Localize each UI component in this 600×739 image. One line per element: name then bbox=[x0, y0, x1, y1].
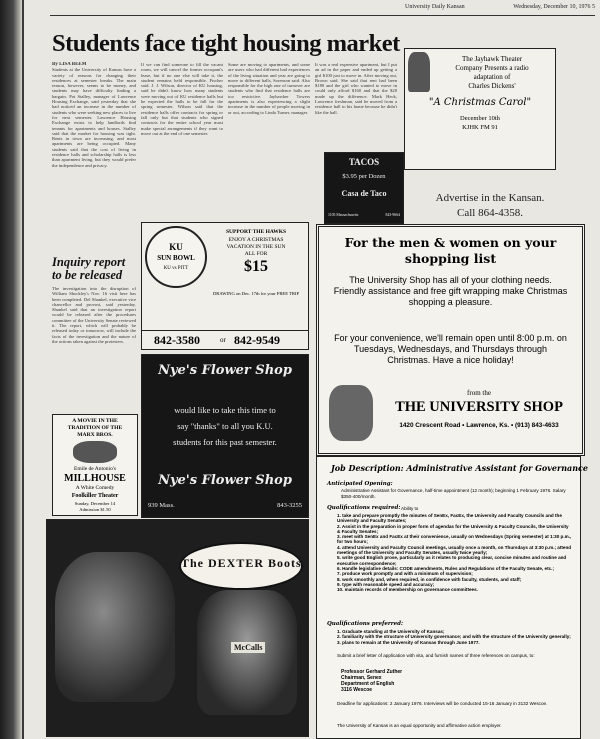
theater-line-1: The Jayhawk Theater bbox=[461, 55, 523, 63]
nyes-line-3: students for this past semester. bbox=[173, 437, 277, 447]
nyes-flower-shop-ad bbox=[141, 354, 309, 518]
story-column-1 bbox=[52, 62, 136, 252]
job-duty-item: 7. produce work promptly and with a minimum of supervision; bbox=[337, 571, 473, 577]
advertise-line-1: Advertise in the Kansan. bbox=[435, 192, 545, 204]
univ-from: from the bbox=[467, 389, 491, 397]
hawks-phone-2: 842-9549 bbox=[234, 333, 280, 347]
university-shop-ad bbox=[316, 224, 585, 456]
univ-name: THE UNIVERSITY SHOP bbox=[395, 399, 563, 415]
job-submit: Submit a brief letter of application with vita, and furnish names of three references on campus, to: bbox=[337, 653, 535, 658]
univ-paragraph-2: For your convenience, we'll remain open until 8:00 p.m. on Tuesdays, Wednesdays, and Thursdays through Christmas. Have a nice holiday! bbox=[334, 333, 567, 365]
tacos-title: TACOS bbox=[348, 157, 380, 167]
marx-admission: Admission $1.50 bbox=[79, 507, 111, 512]
job-duty-item: 6. Handle legislative details: CODE amendments, Rules and Regulations of the Faculty Senate, etc.; bbox=[337, 565, 554, 571]
marx-line-4: Emile de Antonio's bbox=[74, 466, 116, 472]
story-byline: By LISA BEEM bbox=[52, 62, 87, 67]
job-qualifications-intro: Ability to bbox=[401, 506, 419, 511]
job-duty-item: 2. Assist in the preparation in proper form of agendas for the University & Faculty Councils, the University & Faculty Senates; bbox=[337, 523, 569, 534]
hawks-or: or bbox=[220, 336, 226, 344]
theater-line-3: adaptation of bbox=[473, 73, 511, 81]
header-rule bbox=[50, 15, 595, 16]
nyes-address: 939 Mass. bbox=[148, 502, 175, 509]
dexter-logo bbox=[179, 542, 303, 590]
story-column-3: Some are moving to apartments, and some are users who had different bad experiences of the living situation and year are going to move to different halls, Sorenson said. Also responsible for the high rate of turnover are students who find that residence halls are too restrictive. Jayhawker Towers apartments is also experiencing a slight increase in the number of people moving in or out, according to Linda Turner, manager. bbox=[228, 62, 310, 115]
main-headline: Students face tight housing market bbox=[52, 30, 400, 57]
job-contact-line: 3116 Wescoe bbox=[341, 687, 373, 693]
christmas-carol-ad bbox=[404, 48, 556, 170]
job-contact-line: Chairman, Senex bbox=[341, 675, 382, 681]
hawks-line3: VACATION IN THE SUN bbox=[226, 244, 286, 250]
hawks-line4: ALL FOR bbox=[244, 251, 268, 257]
univ-santa-illustration bbox=[329, 385, 373, 441]
job-duty-item: 3. meet with SenEx and FacEx at their convenience, usually on Wednesdays (Spring semester) at 1:30 p.m., for two hours; bbox=[337, 534, 572, 545]
story-column-2: If we can find someone to fill the vacant room, we will cancel the former occupant's lease, but if no one else will take it, the student remains held responsible, Fischer said. J. J. Wilson, director of KU housing, said he didn't know how many students were moving out of KU residence halls but he expected the halls to be full for the spring semester. Wilson said that the residence halls offer contracts for spring or fall only but that students who signed contracts for the entire school year must make special arrangements if they want to move out at the end of one semester. bbox=[141, 62, 223, 136]
job-preferred-item: 2. familiarity with the structure of University governance; and with the structure of the University generally; bbox=[337, 634, 571, 640]
dexter-store: McCalls bbox=[231, 642, 265, 653]
job-preferred-item: 1. Graduate standing at the University of Kansas; bbox=[337, 629, 445, 634]
millhouse-movie-ad bbox=[52, 414, 138, 516]
nyes-line-2: say "thanks" to all you K.U. bbox=[177, 421, 273, 431]
theater-figure bbox=[408, 52, 430, 92]
job-anticipated: Administrative Assistant for Governance, half-time appointment (12 month); beginning 1 February 1976. Salary $350-400/month. bbox=[341, 488, 566, 499]
theater-station: KJHK FM 91 bbox=[462, 124, 498, 131]
header-center: University Daily Kansan bbox=[405, 4, 465, 10]
job-title: Job Description: Administrative Assistant for Governance bbox=[331, 463, 588, 473]
job-preferred-item: 3. plans to remain at the University of Kansas through June 1977. bbox=[337, 639, 480, 645]
marx-title: MILLHOUSE bbox=[64, 473, 126, 484]
job-anticipated-label: Anticipated Opening: bbox=[327, 481, 393, 487]
job-duty-item: 4. attend University and Faculty Council meetings, usually once a month, on Thursdays at 3:30 p.m.; attend meetings of the University and Faculty Senates, usually twice yearly; bbox=[337, 544, 572, 556]
univ-heading: For the men & women on your shopping list bbox=[344, 235, 557, 266]
hawks-phones bbox=[142, 330, 308, 349]
tacos-address: 1105 Massachusetts bbox=[328, 213, 359, 217]
marx-portrait bbox=[73, 441, 117, 463]
marx-line-1: A MOVIE IN THE bbox=[72, 418, 118, 424]
logo-sun-bowl: SUN BOWL bbox=[157, 254, 195, 262]
job-duty-item: 8. work smoothly and, when required, in confidence with faculty, students, and staff; bbox=[337, 576, 522, 582]
hawks-phone-1: 842-3580 bbox=[154, 333, 200, 347]
story-column-4: It was a real expensive apartment, but I put an ad in the paper and ended up getting a girl $100 just to move in. After moving out, Brown said. She said that rent had been $180 and the girl who wanted to move in could only afford $160 and that the $20 made up the difference. Mark Heck, Lawrence freshman, said he moved from a residence hall to his home because he didn't like the hall. bbox=[315, 62, 397, 115]
tacos-name: Casa de Taco bbox=[341, 189, 387, 198]
logo-matchup: KU vs PITT bbox=[163, 266, 189, 271]
hawks-line2: ENJOY A CHRISTMAS bbox=[228, 237, 284, 243]
job-preferred-label: Qualifications preferred: bbox=[327, 621, 404, 627]
casa-de-taco-ad bbox=[324, 152, 404, 224]
theater-title: "A Christmas Carol" bbox=[428, 97, 532, 108]
job-contact-line: Professor Gerhard Zuther bbox=[341, 669, 403, 675]
dexter-brand: The DEXTER Boots bbox=[181, 556, 302, 570]
hawks-price: $15 bbox=[244, 258, 268, 275]
dexter-boots-ad bbox=[46, 519, 309, 737]
sun-bowl-logo bbox=[145, 226, 207, 288]
logo-ku: KU bbox=[169, 242, 183, 252]
tacos-phone: 843-9664 bbox=[385, 213, 400, 217]
marx-theater: Foolkiller Theater bbox=[71, 493, 119, 499]
nyes-line-1: would like to take this time to bbox=[174, 405, 276, 415]
theater-line-4: Charles Dickens' bbox=[468, 82, 516, 90]
job-duty-item: 9. type with reasonable speed and accuracy; bbox=[337, 581, 435, 587]
univ-address: 1420 Crescent Road • Lawrence, Ks. • (913) 843-4633 bbox=[399, 422, 559, 429]
theater-line-2: Company Presents a radio bbox=[455, 64, 529, 72]
marx-line-2: TRADITION OF THE bbox=[67, 425, 123, 431]
job-duty-item: 10. maintain records of membership on governance committees. bbox=[337, 587, 478, 593]
job-deadline: Deadline for applications: 2 January 1976. Interviews will be conducted 15-16 January in 3132 Wescoe. bbox=[337, 701, 548, 706]
job-qualifications-label: Qualifications required: bbox=[327, 505, 401, 511]
story-body: Students at the University of Kansas have a variety of reasons for changing their residences at semester breaks. The main reason, however, seems to be money, and students may have difficulty finding a bargain. Pat Stalley, manager of Lawrence Housing Exchange, said yesterday that she had noticed an increase in the number of students who were seeking new places to live for next semester. Lawrence Housing Exchange exists to help landlords find tenants for apartments and houses. Stalley said that the market for housing was tight. Rents in town are increasing, and most apartments are being occupied. Many students said that the cost of living in residence halls and scholarship halls is less than apartment living, but they would prefer the independence and privacy. bbox=[52, 67, 136, 168]
page-header bbox=[50, 4, 595, 14]
job-contact bbox=[341, 669, 541, 693]
nyes-phone: 843-3255 bbox=[277, 502, 302, 509]
marx-date: Sunday, December 14 bbox=[74, 501, 116, 506]
job-preferred-list bbox=[337, 629, 573, 645]
job-duty-item: 5. write good English prose, particularly as it relates to producing clear, concise minutes and routine and executive correspondence; bbox=[337, 555, 567, 566]
hawks-top: SUPPORT THE HAWKS bbox=[225, 229, 287, 235]
adjacent-page-edge bbox=[0, 0, 22, 739]
marx-line-6: A White Comedy bbox=[75, 485, 115, 491]
inquiry-body: The investigation into the disruption of William Shockley's Nov. 16 visit here has been completed. Del Shankel, executive vice chancellor and provost, said yesterday. Shankel said that an investigation report would be released after the procedures committee of the University Senate reviewed it. The report, which will probably be released today or tomorrow, will include the facts of the investigation and the nature of the actions taken against the protesters. bbox=[52, 286, 136, 344]
marx-line-3: MARX BROS. bbox=[77, 432, 113, 438]
theater-date: December 10th bbox=[460, 115, 500, 122]
job-description-ad bbox=[316, 456, 588, 739]
nyes-title-2: Nye's Flower Shop bbox=[158, 473, 292, 488]
job-duty-item: 1. take and prepare promptly the minutes of SenEx, FacEx, the University and Faculty Councils and the University and Faculty Senates; bbox=[337, 513, 562, 524]
sun-bowl-ad bbox=[141, 222, 309, 350]
job-contact-line: Department of English bbox=[341, 681, 395, 687]
job-duties-list bbox=[337, 513, 573, 592]
inquiry-headline: Inquiry report to be released bbox=[52, 255, 126, 282]
job-eeo: The University of Kansas is an equal opportunity and affirmative action employer. bbox=[337, 723, 502, 728]
univ-paragraph-1: The University Shop has all of your clothing needs. Friendly assistance and free gift wrapping make Christmas shopping a pleasure. bbox=[333, 275, 568, 307]
hawks-drawing: DRAWING on Dec. 17th for your FREE TRIP bbox=[212, 291, 300, 296]
header-right: Wednesday, December 10, 1976 5 bbox=[513, 4, 595, 10]
tacos-price: $3.95 per Dozen bbox=[342, 173, 386, 180]
boot-illustration-left bbox=[55, 552, 175, 702]
nyes-title: Nye's Flower Shop bbox=[158, 363, 292, 378]
advertise-line-2: Call 864-4358. bbox=[457, 207, 523, 219]
